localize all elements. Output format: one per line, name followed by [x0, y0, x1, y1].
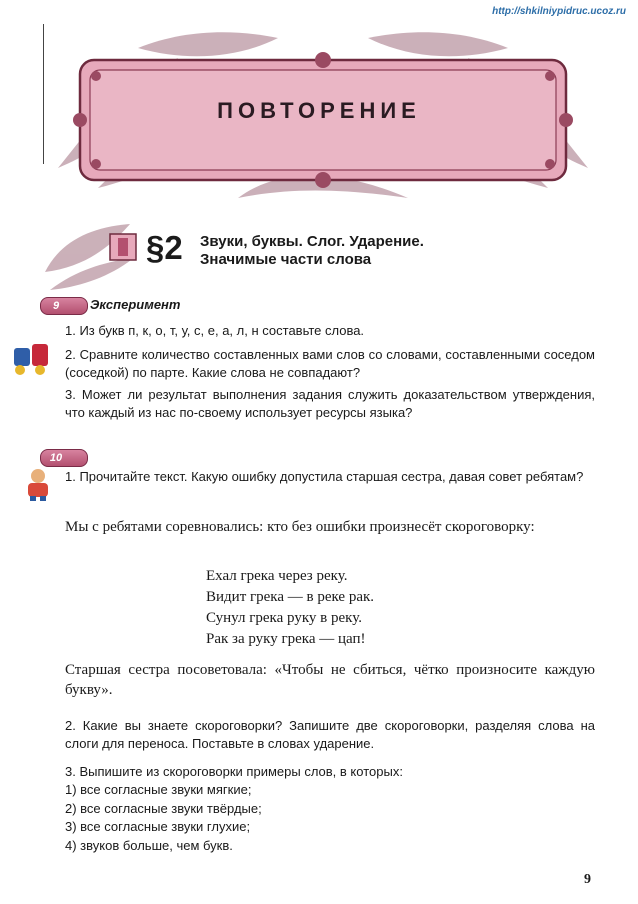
ex10-text-1: Мы с ребятами соревновались: кто без ошибки произнесёт скороговорку: — [65, 519, 535, 535]
ex10-subitem-3: 3) все согласные звуки глухие; — [65, 819, 251, 834]
section-title-line1: Звуки, буквы. Слог. Ударение. — [200, 233, 424, 250]
exercise-10-number: 10 — [49, 452, 63, 464]
poem-line: Сунул грека руку в реку. — [206, 610, 362, 626]
exercise-9-number: 9 — [52, 300, 60, 312]
ex10-subitem-1: 1) все согласные звуки мягкие; — [65, 782, 252, 797]
page-number: 9 — [584, 872, 591, 887]
ex9-item-3: 3. Может ли результат выполнения задания служить доказательством утверждения, что каждый из нас по-своему использует ресурсы языка? — [65, 387, 595, 420]
exercise-10-badge — [40, 449, 88, 467]
ex10-task-2: 2. Какие вы знаете скороговорки? Запишите две скороговорки, разделяя слова на слоги для переноса. Поставьте в словах ударение. — [65, 718, 595, 751]
banner-title: ПОВТОРЕНИЕ — [217, 98, 421, 123]
exercise-9-title: Эксперимент — [90, 297, 181, 312]
section-number: §2 — [146, 229, 183, 266]
letters-icon — [10, 340, 60, 380]
ex10-text-2: Старшая сестра посоветовала: «Чтобы не сбиться, чётко произносите каждую букву». — [65, 662, 595, 698]
section-title — [200, 233, 424, 269]
ex9-item-2: 2. Сравните количество составленных вами слов со словами, составленными соседом (соседкой) по парте. Какие слова не совпадают? — [65, 347, 595, 380]
poem-line: Видит грека — в реке рак. — [206, 589, 375, 605]
ex9-item-1: 1. Из букв п, к, о, т, у, с, е, а, л, н составьте слова. — [65, 323, 365, 338]
poem-line: Ехал грека через реку. — [206, 568, 348, 584]
source-url[interactable]: http://shkilniypidruc.ucoz.ru — [492, 6, 626, 17]
child-icon — [20, 466, 56, 502]
tongue-twister — [206, 566, 374, 650]
section-title-line2: Значимые части слова — [200, 251, 372, 268]
ex10-subitem-4: 4) звуков больше, чем букв. — [65, 838, 233, 853]
poem-line: Рак за руку грека — цап! — [206, 631, 366, 647]
ex10-subitem-2: 2) все согласные звуки твёрдые; — [65, 801, 262, 816]
ex10-task-3: 3. Выпишите из скороговорки примеры слов, в которых: — [65, 764, 403, 779]
ex10-task-1: 1. Прочитайте текст. Какую ошибку допустила старшая сестра, давая совет ребятам? — [65, 469, 584, 484]
exercise-9-badge — [40, 297, 88, 315]
